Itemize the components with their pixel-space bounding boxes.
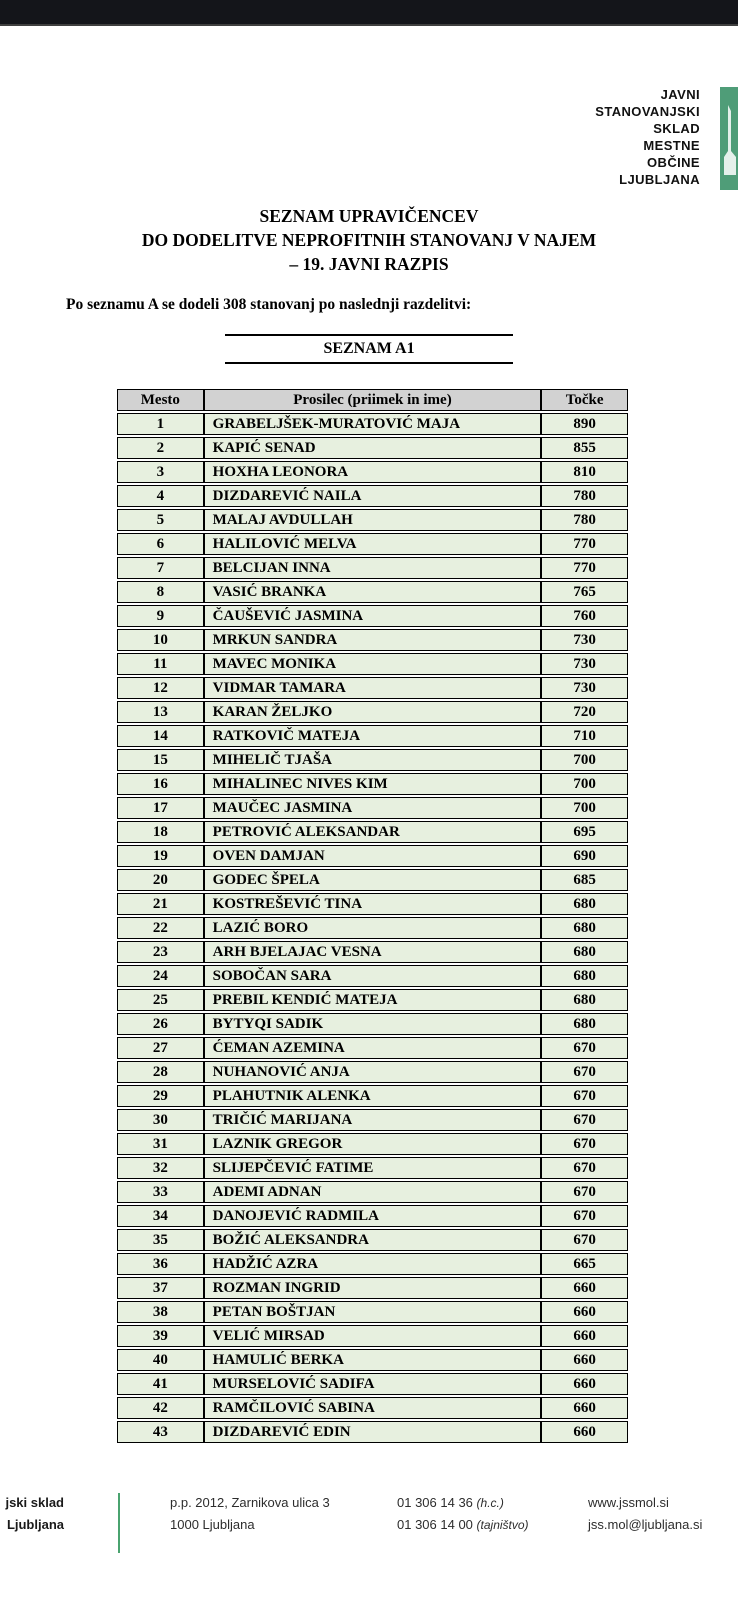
rank-cell: 34	[117, 1205, 204, 1227]
name-cell: ČAUŠEVIĆ JASMINA	[204, 605, 542, 627]
points-cell: 660	[541, 1349, 628, 1371]
table-row	[117, 1349, 628, 1371]
name-cell: ROZMAN INGRID	[204, 1277, 542, 1299]
rank-cell: 3	[117, 461, 204, 483]
table-row	[117, 1181, 628, 1203]
table-row	[117, 509, 628, 531]
rank-cell: 5	[117, 509, 204, 531]
points-cell: 700	[541, 749, 628, 771]
points-cell: 760	[541, 605, 628, 627]
name-cell: PLAHUTNIK ALENKA	[204, 1085, 542, 1107]
table-row	[117, 1373, 628, 1395]
points-cell: 670	[541, 1061, 628, 1083]
name-cell: PETAN BOŠTJAN	[204, 1301, 542, 1323]
rank-cell: 2	[117, 437, 204, 459]
rank-cell: 1	[117, 413, 204, 435]
footer-phone-1	[397, 1492, 529, 1514]
footer-phone-2	[397, 1514, 529, 1536]
name-cell: KAPIĆ SENAD	[204, 437, 542, 459]
rank-cell: 14	[117, 725, 204, 747]
footer-phones	[397, 1492, 529, 1536]
points-cell: 670	[541, 1229, 628, 1251]
table-row	[117, 845, 628, 867]
rank-cell: 33	[117, 1181, 204, 1203]
rank-cell: 23	[117, 941, 204, 963]
rank-cell: 12	[117, 677, 204, 699]
name-cell: VIDMAR TAMARA	[204, 677, 542, 699]
page-footer	[0, 1488, 738, 1558]
rank-cell: 42	[117, 1397, 204, 1419]
table-row	[117, 1013, 628, 1035]
phone-number: 01 306 14 00	[397, 1517, 473, 1532]
name-cell: ARH BJELAJAC VESNA	[204, 941, 542, 963]
table-row	[117, 653, 628, 675]
rank-cell: 21	[117, 893, 204, 915]
footer-org-name-clipped	[0, 1492, 64, 1536]
page-title	[0, 204, 738, 276]
footer-address	[170, 1492, 330, 1536]
points-cell: 665	[541, 1253, 628, 1275]
table-row	[117, 965, 628, 987]
name-cell: RAMČILOVIĆ SABINA	[204, 1397, 542, 1419]
points-cell: 730	[541, 629, 628, 651]
rank-cell: 11	[117, 653, 204, 675]
footer-org-line-2: Ljubljana	[6, 1517, 64, 1532]
table-row	[117, 1061, 628, 1083]
points-cell: 685	[541, 869, 628, 891]
footer-address-line-2: 1000 Ljubljana	[170, 1517, 255, 1532]
name-cell: ĆEMAN AZEMINA	[204, 1037, 542, 1059]
table-row	[117, 773, 628, 795]
name-cell: VASIĆ BRANKA	[204, 581, 542, 603]
name-cell: GODEC ŠPELA	[204, 869, 542, 891]
rank-cell: 24	[117, 965, 204, 987]
logo-line: JAVNI	[660, 87, 700, 102]
rank-cell: 15	[117, 749, 204, 771]
footer-org-line-1: jski sklad	[5, 1495, 64, 1510]
table-row	[117, 1109, 628, 1131]
points-cell: 730	[541, 677, 628, 699]
points-cell: 770	[541, 533, 628, 555]
rank-cell: 26	[117, 1013, 204, 1035]
footer-web	[588, 1492, 702, 1536]
table-row	[117, 797, 628, 819]
points-cell: 780	[541, 509, 628, 531]
rank-cell: 30	[117, 1109, 204, 1131]
logo-line: OBČINE	[647, 155, 700, 170]
points-cell: 680	[541, 941, 628, 963]
points-cell: 770	[541, 557, 628, 579]
points-cell: 670	[541, 1181, 628, 1203]
title-line-1: SEZNAM UPRAVIČENCEV	[259, 206, 479, 226]
name-cell: VELIĆ MIRSAD	[204, 1325, 542, 1347]
table-row	[117, 701, 628, 723]
name-cell: TRIČIĆ MARIJANA	[204, 1109, 542, 1131]
points-cell: 765	[541, 581, 628, 603]
points-cell: 660	[541, 1421, 628, 1443]
table-row	[117, 1157, 628, 1179]
points-cell: 680	[541, 917, 628, 939]
points-cell: 720	[541, 701, 628, 723]
name-cell: LAZIĆ BORO	[204, 917, 542, 939]
name-cell: NUHANOVIĆ ANJA	[204, 1061, 542, 1083]
name-cell: MIHELIČ TJAŠA	[204, 749, 542, 771]
rank-cell: 43	[117, 1421, 204, 1443]
points-cell: 855	[541, 437, 628, 459]
title-line-3: – 19. JAVNI RAZPIS	[289, 254, 449, 274]
title-line-2: DO DODELITVE NEPROFITNIH STANOVANJ V NAJEM	[141, 230, 597, 250]
table-row	[117, 917, 628, 939]
name-cell: OVEN DAMJAN	[204, 845, 542, 867]
points-cell: 680	[541, 989, 628, 1011]
points-cell: 660	[541, 1277, 628, 1299]
table-row	[117, 1085, 628, 1107]
name-cell: HADŽIĆ AZRA	[204, 1253, 542, 1275]
rank-cell: 39	[117, 1325, 204, 1347]
footer-green-divider	[118, 1493, 120, 1553]
section-heading: SEZNAM A1	[225, 334, 513, 364]
table-row	[117, 605, 628, 627]
table-header	[117, 389, 628, 411]
table-row	[117, 413, 628, 435]
table-header-row	[117, 389, 628, 411]
table-row	[117, 677, 628, 699]
logo-line: MESTNE	[643, 138, 700, 153]
name-cell: BYTYQI SADIK	[204, 1013, 542, 1035]
name-cell: MAVEC MONIKA	[204, 653, 542, 675]
castle-silhouette-icon	[720, 105, 738, 175]
points-cell: 670	[541, 1133, 628, 1155]
points-cell: 660	[541, 1397, 628, 1419]
points-cell: 670	[541, 1205, 628, 1227]
logo-line: STANOVANJSKI	[595, 104, 700, 119]
footer-address-line-1: p.p. 2012, Zarnikova ulica 3	[170, 1495, 330, 1510]
points-cell: 670	[541, 1109, 628, 1131]
points-cell: 670	[541, 1157, 628, 1179]
name-cell: HAMULIĆ BERKA	[204, 1349, 542, 1371]
name-cell: RATKOVIČ MATEJA	[204, 725, 542, 747]
table-row	[117, 1253, 628, 1275]
top-bar	[0, 0, 738, 26]
table-row	[117, 1325, 628, 1347]
points-cell: 810	[541, 461, 628, 483]
table-row	[117, 437, 628, 459]
rank-cell: 10	[117, 629, 204, 651]
table-row	[117, 941, 628, 963]
rank-cell: 16	[117, 773, 204, 795]
points-cell: 680	[541, 893, 628, 915]
name-cell: MRKUN SANDRA	[204, 629, 542, 651]
name-cell: KARAN ŽELJKO	[204, 701, 542, 723]
name-cell: SOBOČAN SARA	[204, 965, 542, 987]
name-cell: HALILOVIĆ MELVA	[204, 533, 542, 555]
ranking-table	[117, 387, 628, 1445]
rank-cell: 19	[117, 845, 204, 867]
rank-cell: 7	[117, 557, 204, 579]
table-row	[117, 1133, 628, 1155]
name-cell: HOXHA LEONORA	[204, 461, 542, 483]
table-row	[117, 629, 628, 651]
logo-line: SKLAD	[653, 121, 700, 136]
table-row	[117, 1397, 628, 1419]
table-row	[117, 533, 628, 555]
name-cell: PREBIL KENDIĆ MATEJA	[204, 989, 542, 1011]
header-rank: Mesto	[117, 389, 204, 411]
rank-cell: 36	[117, 1253, 204, 1275]
table-row	[117, 1277, 628, 1299]
name-cell: MALAJ AVDULLAH	[204, 509, 542, 531]
table-row	[117, 485, 628, 507]
rank-cell: 20	[117, 869, 204, 891]
points-cell: 690	[541, 845, 628, 867]
points-cell: 680	[541, 965, 628, 987]
name-cell: KOSTREŠEVIĆ TINA	[204, 893, 542, 915]
rank-cell: 40	[117, 1349, 204, 1371]
rank-cell: 4	[117, 485, 204, 507]
rank-cell: 28	[117, 1061, 204, 1083]
table-body	[117, 413, 628, 1443]
header-applicant: Prosilec (priimek in ime)	[204, 389, 542, 411]
table-row	[117, 725, 628, 747]
table-row	[117, 869, 628, 891]
points-cell: 670	[541, 1037, 628, 1059]
header-points: Točke	[541, 389, 628, 411]
rank-cell: 6	[117, 533, 204, 555]
rank-cell: 27	[117, 1037, 204, 1059]
name-cell: MURSELOVIĆ SADIFA	[204, 1373, 542, 1395]
jss-logo-mark-icon	[720, 87, 738, 190]
name-cell: MAUČEC JASMINA	[204, 797, 542, 819]
name-cell: LAZNIK GREGOR	[204, 1133, 542, 1155]
points-cell: 680	[541, 1013, 628, 1035]
points-cell: 700	[541, 773, 628, 795]
points-cell: 730	[541, 653, 628, 675]
phone-number: 01 306 14 36	[397, 1495, 473, 1510]
rank-cell: 32	[117, 1157, 204, 1179]
rank-cell: 13	[117, 701, 204, 723]
table-row	[117, 1037, 628, 1059]
footer-website: www.jssmol.si	[588, 1495, 669, 1510]
points-cell: 890	[541, 413, 628, 435]
rank-cell: 8	[117, 581, 204, 603]
name-cell: BELCIJAN INNA	[204, 557, 542, 579]
rank-cell: 38	[117, 1301, 204, 1323]
name-cell: DANOJEVIĆ RADMILA	[204, 1205, 542, 1227]
points-cell: 660	[541, 1373, 628, 1395]
name-cell: DIZDAREVIĆ EDIN	[204, 1421, 542, 1443]
name-cell: SLIJEPČEVIĆ FATIME	[204, 1157, 542, 1179]
table-row	[117, 989, 628, 1011]
table-row	[117, 1205, 628, 1227]
rank-cell: 17	[117, 797, 204, 819]
name-cell: ADEMI ADNAN	[204, 1181, 542, 1203]
table-row	[117, 893, 628, 915]
points-cell: 660	[541, 1301, 628, 1323]
intro-text: Po seznamu A se dodeli 308 stanovanj po naslednji razdelitvi:	[66, 296, 472, 313]
points-cell: 700	[541, 797, 628, 819]
name-cell: BOŽIĆ ALEKSANDRA	[204, 1229, 542, 1251]
rank-cell: 31	[117, 1133, 204, 1155]
points-cell: 695	[541, 821, 628, 843]
rank-cell: 35	[117, 1229, 204, 1251]
rank-cell: 22	[117, 917, 204, 939]
name-cell: GRABELJŠEK-MURATOVIĆ MAJA	[204, 413, 542, 435]
name-cell: DIZDAREVIĆ NAILA	[204, 485, 542, 507]
table-row	[117, 1301, 628, 1323]
table-row	[117, 1229, 628, 1251]
points-cell: 710	[541, 725, 628, 747]
phone-note: (h.c.)	[476, 1496, 504, 1510]
table-row	[117, 1421, 628, 1443]
name-cell: MIHALINEC NIVES KIM	[204, 773, 542, 795]
table-row	[117, 821, 628, 843]
jss-logo-wordmark	[595, 86, 700, 188]
rank-cell: 9	[117, 605, 204, 627]
table-row	[117, 581, 628, 603]
name-cell: PETROVIĆ ALEKSANDAR	[204, 821, 542, 843]
table-row	[117, 557, 628, 579]
rank-cell: 41	[117, 1373, 204, 1395]
points-cell: 780	[541, 485, 628, 507]
rank-cell: 18	[117, 821, 204, 843]
table-row	[117, 749, 628, 771]
points-cell: 660	[541, 1325, 628, 1347]
phone-note: (tajništvo)	[476, 1518, 529, 1532]
table-row	[117, 461, 628, 483]
rank-cell: 25	[117, 989, 204, 1011]
rank-cell: 29	[117, 1085, 204, 1107]
rank-cell: 37	[117, 1277, 204, 1299]
logo-line: LJUBLJANA	[619, 172, 700, 187]
points-cell: 670	[541, 1085, 628, 1107]
footer-email: jss.mol@ljubljana.si	[588, 1517, 703, 1532]
